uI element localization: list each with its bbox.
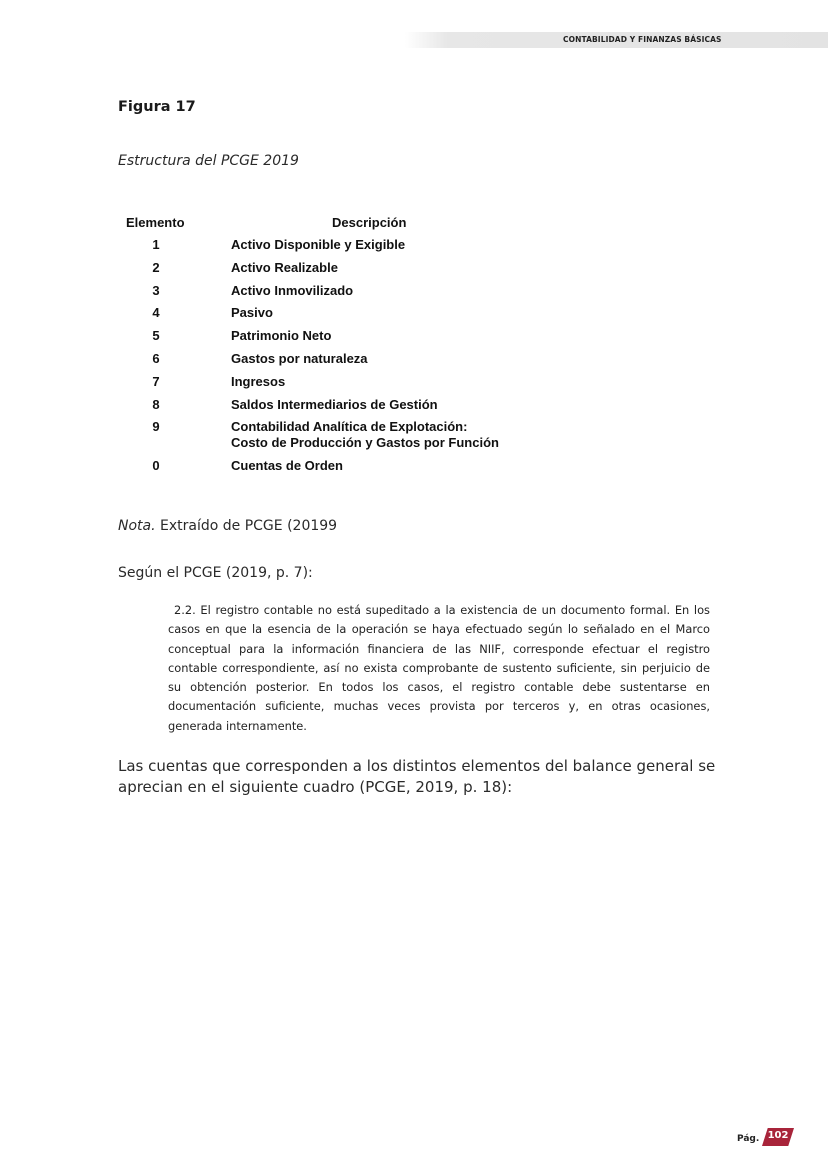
element-description: Activo Disponible y Exigible <box>231 237 406 252</box>
table-row <box>120 328 500 344</box>
citation-intro: Según el PCGE (2019, p. 7): <box>118 565 313 581</box>
table-row <box>120 374 500 390</box>
element-number: 2 <box>152 259 160 275</box>
table-row <box>120 305 500 321</box>
page-number: 102 <box>767 1130 789 1141</box>
table-row <box>120 260 500 276</box>
element-number: 5 <box>152 328 160 344</box>
element-description: Saldos Intermediarios de Gestión <box>231 396 438 412</box>
element-description: Ingresos <box>231 373 286 389</box>
figure-note <box>118 518 337 534</box>
element-description: Patrimonio Neto <box>231 328 332 344</box>
element-number: 6 <box>152 350 160 366</box>
table-row <box>120 283 500 299</box>
element-number: 0 <box>152 458 160 474</box>
note-label: Nota. <box>118 518 156 534</box>
element-number: 8 <box>152 396 160 412</box>
block-quote: 2.2. El registro contable no está supeditado a la existencia de un documento formal. En los casos en que la esencia de la operación se haya efectuado según lo señalado en el Marco conceptual para la información financiera de las NIIF, corresponde efectuar el registro contable correspondiente, así no exista comprobante de sustento suficiente, sin perjuicio de su obtención posterior. En todos los casos, el registro contable debe sustentarse en documentación suficiente, muchas veces provista por terceros y, en otras ocasiones, generada internamente. <box>168 603 710 733</box>
table-row <box>120 419 500 451</box>
column-header-descripcion: Descripción <box>332 215 407 230</box>
element-description: Gastos por naturaleza <box>231 350 368 366</box>
page-label: Pág. <box>737 1134 760 1144</box>
element-description: Activo Realizable <box>231 259 338 275</box>
running-header: CONTABILIDAD Y FINANZAS BÁSICAS <box>563 35 722 44</box>
table-row <box>120 351 500 367</box>
element-description: Contabilidad Analítica de Explotación: Costo de Producción y Gastos por Función <box>231 419 499 451</box>
table-row <box>120 237 500 253</box>
body-paragraph: Las cuentas que corresponden a los distintos elementos del balance general se aprecian en el siguiente cuadro (PCGE, 2019, p. 18): <box>118 757 716 796</box>
table-row <box>120 397 500 413</box>
element-number: 7 <box>152 373 160 389</box>
element-number: 9 <box>152 419 160 435</box>
table-header <box>120 215 500 237</box>
element-description: Cuentas de Orden <box>231 458 343 474</box>
element-number: 3 <box>152 282 160 298</box>
element-number: 1 <box>152 237 160 252</box>
column-header-elemento: Elemento <box>126 215 185 230</box>
element-number: 4 <box>152 305 160 321</box>
element-description: Activo Inmovilizado <box>231 282 354 298</box>
element-description: Pasivo <box>231 305 273 321</box>
figure-title: Estructura del PCGE 2019 <box>118 153 299 169</box>
table-row <box>120 458 500 474</box>
pcge-structure-table <box>120 215 500 481</box>
note-text: Extraído de PCGE (20199 <box>155 518 338 534</box>
figure-label: Figura 17 <box>118 99 196 115</box>
